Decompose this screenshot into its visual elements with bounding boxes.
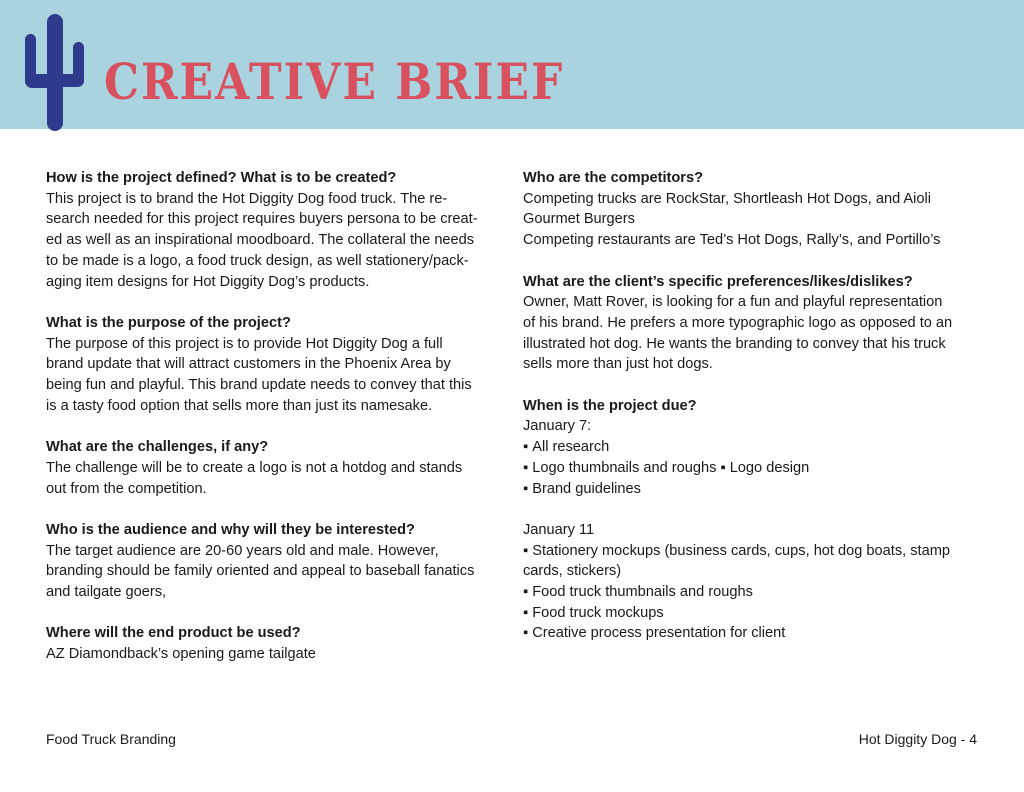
question-heading: What is the purpose of the project? xyxy=(46,314,291,331)
answer-line: Owner, Matt Rover, is looking for a fun and playful representation xyxy=(523,294,943,311)
cactus-icon xyxy=(22,12,88,132)
deliverable-item: ▪ Food truck thumbnails and roughs xyxy=(523,582,983,603)
deliverable-item: ▪ Food truck mockups xyxy=(523,603,983,624)
deliverable-item: ▪ Stationery mockups (business cards, cups, hot dog boats, stamp xyxy=(523,541,983,562)
answer-line: to be made is a logo, a food truck design, as well stationery/pack- xyxy=(46,252,469,269)
question-heading: What are the client’s specific preferences/likes/dislikes? xyxy=(523,273,913,290)
footer-document-title: Food Truck Branding xyxy=(46,731,176,747)
answer-line: branding should be family oriented and appeal to baseball fanatics xyxy=(46,563,475,580)
deliverable-item: ▪ Brand guidelines xyxy=(523,479,983,500)
answer-line: This project is to brand the Hot Diggity Dog food truck. The re- xyxy=(46,190,448,207)
answer-line: AZ Diamondback’s opening game tailgate xyxy=(46,646,316,663)
answer-line: of his brand. He prefers a more typographic logo as opposed to an xyxy=(523,314,953,331)
section-end-product-use xyxy=(46,623,508,664)
answer-line: search needed for this project requires buyers persona to be creat- xyxy=(46,211,478,228)
deliverable-item: ▪ All research xyxy=(523,437,983,458)
header-band xyxy=(0,0,1024,129)
answer-line: The purpose of this project is to provide Hot Diggity Dog a full xyxy=(46,335,443,352)
page-title: CREATIVE BRIEF xyxy=(104,54,565,112)
section-challenges xyxy=(46,437,508,499)
answer-line: Competing restaurants are Ted’s Hot Dogs, Rally’s, and Portillo’s xyxy=(523,232,941,249)
answer-line: brand update that will attract customers in the Phoenix Area by xyxy=(46,356,451,373)
question-heading: How is the project defined? What is to be created? xyxy=(46,170,397,186)
question-heading: Where will the end product be used? xyxy=(46,625,301,642)
due-date-label: January 11 xyxy=(523,521,595,538)
answer-line: The target audience are 20-60 years old and male. However, xyxy=(46,542,439,559)
section-due-date-jan7 xyxy=(523,396,983,500)
answer-line: is a tasty food option that sells more than just its namesake. xyxy=(46,397,433,414)
answer-line: out from the competition. xyxy=(46,480,207,497)
answer-line: The challenge will be to create a logo is not a hotdog and stands xyxy=(46,459,463,476)
question-heading: When is the project due? xyxy=(523,397,697,414)
section-due-date-jan11 xyxy=(523,520,983,644)
deliverable-item-continued: cards, stickers) xyxy=(523,563,622,580)
section-project-definition xyxy=(46,168,508,292)
question-heading: What are the challenges, if any? xyxy=(46,439,269,456)
section-audience xyxy=(46,520,508,603)
section-project-purpose xyxy=(46,313,508,417)
answer-line: Competing trucks are RockStar, Shortleash Hot Dogs, and Aioli xyxy=(523,190,932,207)
answer-line: ed as well as an inspirational moodboard. The collateral the needs xyxy=(46,232,475,249)
answer-line: being fun and playful. This brand update needs to convey that this xyxy=(46,377,472,394)
answer-line: and tailgate goers, xyxy=(46,584,167,601)
section-client-preferences xyxy=(523,272,983,376)
answer-line: Gourmet Burgers xyxy=(523,211,635,228)
right-column xyxy=(523,168,983,665)
question-heading: Who are the competitors? xyxy=(523,170,704,186)
footer-page-label: Hot Diggity Dog - 4 xyxy=(858,731,977,747)
due-date-label: January 7: xyxy=(523,418,592,435)
section-competitors xyxy=(523,168,983,251)
deliverable-item: ▪ Creative process presentation for client xyxy=(523,623,983,644)
question-heading: Who is the audience and why will they be interested? xyxy=(46,521,415,538)
answer-line: aging item designs for Hot Diggity Dog’s products. xyxy=(46,273,370,290)
answer-line: sells more than just hot dogs. xyxy=(523,356,713,373)
answer-line: illustrated hot dog. He wants the branding to convey that his truck xyxy=(523,335,946,352)
left-column xyxy=(46,168,508,686)
deliverable-item: ▪ Logo thumbnails and roughs ▪ Logo design xyxy=(523,458,983,479)
